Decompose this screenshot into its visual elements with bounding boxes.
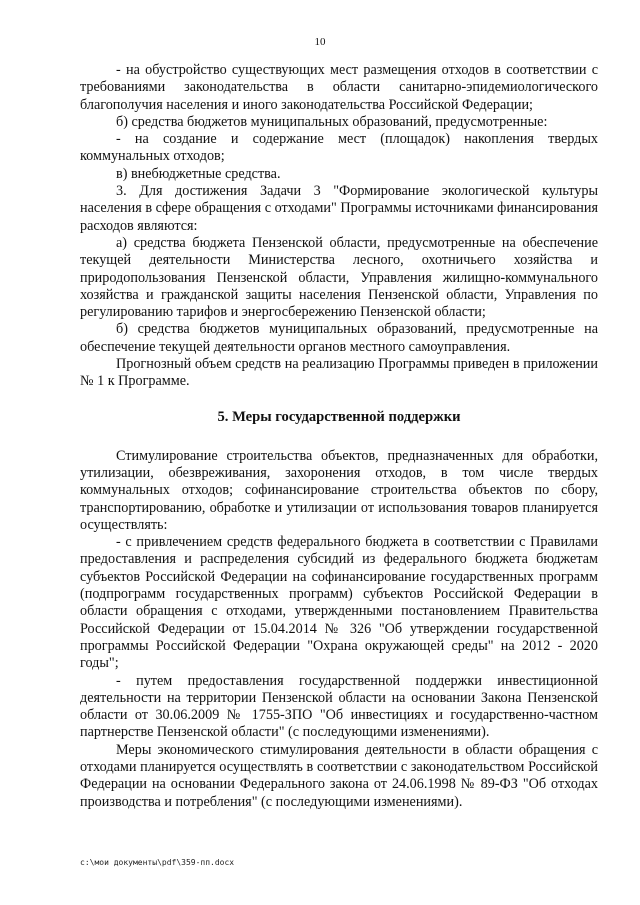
section-heading: 5. Меры государственной поддержки <box>217 408 461 425</box>
paragraph: Меры экономического стимулирования деятельности в области обращения с отходами планируется осуществлять в соответствии с законодательством Российской Федерации на основании Федерального закона от 24.06.1998 № 89-ФЗ "Об отходах производства и потребления" (с последующими изменениями). <box>80 741 598 810</box>
paragraph: - на обустройство существующих мест размещения отходов в соответствии с требованиями законодательства в области санитарно-эпидемиологического благополучия населения и иного законодательства Российской Федерации; <box>80 62 598 113</box>
paragraph: б) средства бюджетов муниципальных образований, предусмотренные на обеспечение текущей деятельности органов местного самоуправления. <box>80 321 598 355</box>
paragraph: Стимулирование строительства объектов, предназначенных для обработки, утилизации, обезвреживания, захоронения отходов, в том числе твердых коммунальных отходов; софинансирование строительства объектов по сбору, транспортированию, обработке и утилизации от использования товаров планируется осуществлять: <box>80 447 598 533</box>
paragraph: - на создание и содержание мест (площадок) накопления твердых коммунальных отходов; <box>80 131 598 165</box>
page-number: 10 <box>314 36 326 48</box>
paragraph: 3. Для достижения Задачи 3 "Формирование экологической культуры населения в сфере обращения с отходами" Программы источниками финансирования расходов являются: <box>80 183 598 234</box>
document-body <box>80 62 598 811</box>
paragraph: б) средства бюджетов муниципальных образований, предусмотренные: <box>116 113 548 130</box>
paragraph: а) средства бюджета Пензенской области, предусмотренные на обеспечение текущей деятельности Министерства лесного, охотничьего хозяйства и природопользования Пензенской области, Управления жилищно-коммунального хозяйства и гражданской защиты населения Пензенской области, Управления по регулированию тарифов и энергосбережению Пензенской области; <box>80 234 598 321</box>
paragraph: в) внебюджетные средства. <box>116 165 281 182</box>
footer-file-path: c:\мои документы\pdf\359-пп.docx <box>80 858 235 867</box>
paragraph: - с привлечением средств федерального бюджета в соответствии с Правилами предоставления и распределения субсидий из федерального бюджета бюджетам субъектов Российской Федерации на софинансирование государственных программ (подпрограмм государственных программ) субъектов Российской Федерации в области обращения с отходами, утвержденными постановлением Правительства Российской Федерации от 15.04.2014 № 326 "Об утверждении государственной программы Российской Федерации "Охрана окружающей среды" на 2012 - 2020 годы"; <box>80 534 598 672</box>
paragraph: Прогнозный объем средств на реализацию Программы приведен в приложении № 1 к Программе. <box>80 356 598 390</box>
paragraph: - путем предоставления государственной поддержки инвестиционной деятельности на территории Пензенской области на основании Закона Пензенской области от 30.06.2009 № 1755-ЗПО "Об инвестициях и государственно-частном партнерстве Пензенской области" (с последующими изменениями). <box>80 672 598 741</box>
